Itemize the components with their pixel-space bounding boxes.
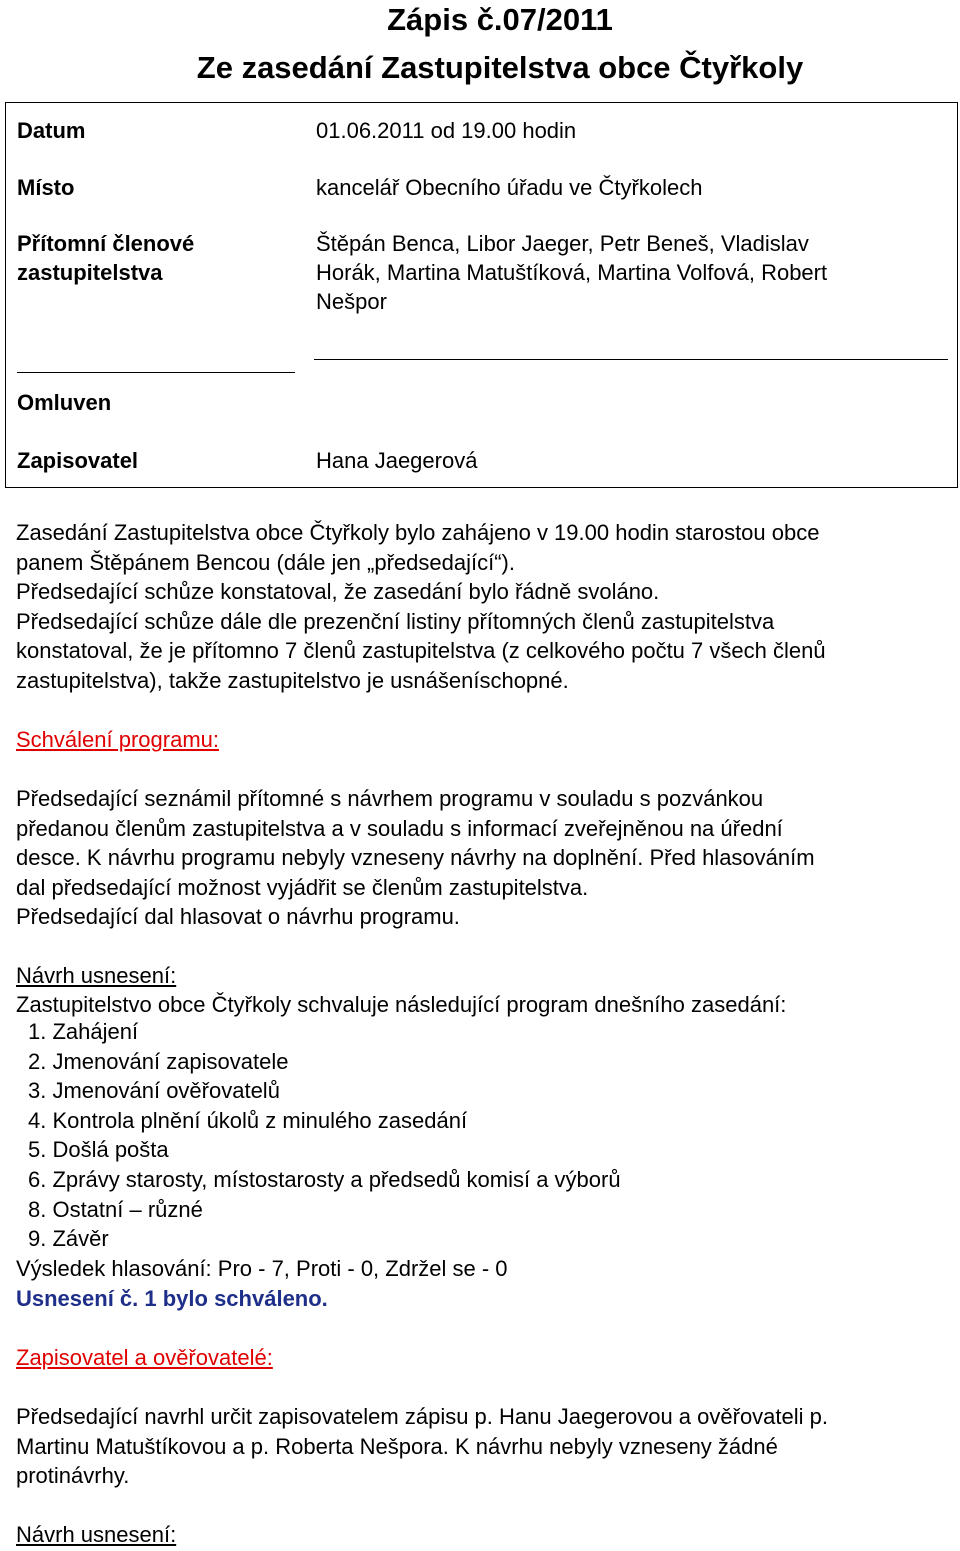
place-value: kancelář Obecního úřadu ve Čtyřkolech (316, 175, 703, 200)
program-item: 4. Kontrola plnění úkolů z minulého zasedání (28, 1107, 468, 1133)
intro-line: Předsedající schůze konstatoval, že zasedání bylo řádně svoláno. (16, 579, 660, 604)
recorder-value: Hana Jaegerová (316, 448, 478, 473)
recorder-text-line: Předsedající navrhl určit zapisovatelem zápisu p. Hanu Jaegerovou a ověřovateli p. (16, 1404, 829, 1429)
document-title: Zápis č.07/2011 (387, 2, 613, 37)
recorder-text-line: Martinu Matuštíkovou a p. Roberta Nešpora. K návrhu nebyly vzneseny žádné (16, 1434, 778, 1459)
program-item: 5. Došlá pošta (28, 1137, 169, 1163)
program-text-line: dal předsedající možnost vyjádřit se členům zastupitelstva. (16, 875, 589, 900)
present-label-line-1: Přítomní členové (17, 231, 195, 256)
present-members-line-1: Štěpán Benca, Libor Jaeger, Petr Beneš, Vladislav (316, 231, 809, 256)
recorder-verifiers-heading: Zapisovatel a ověřovatelé: (16, 1345, 273, 1370)
excused-label: Omluven (17, 390, 112, 415)
program-text-line: Předsedající dal hlasovat o návrhu programu. (16, 904, 460, 929)
program-item: 2. Jmenování zapisovatele (28, 1048, 289, 1074)
program-approval-heading: Schválení programu: (16, 727, 219, 752)
intro-line: konstatoval, že je přítomno 7 členů zastupitelstva (z celkového počtu 7 všech členů (16, 638, 826, 663)
intro-line: zastupitelstva), takže zastupitelstvo je usnášeníschopné. (16, 668, 569, 693)
intro-line: panem Štěpánem Bencou (dále jen „předsedající“). (16, 550, 515, 575)
recorder-label: Zapisovatel (17, 448, 139, 473)
program-text-line: Předsedající seznámil přítomné s návrhem programu v souladu s pozvánkou (16, 786, 764, 811)
program-item: 9. Závěr (28, 1226, 109, 1252)
intro-line: Předsedající schůze dále dle prezenční listiny přítomných členů zastupitelstva (16, 609, 775, 634)
document-subtitle: Ze zasedání Zastupitelstva obce Čtyřkoly (196, 50, 804, 85)
vote-result: Výsledek hlasování: Pro - 7, Proti - 0, Zdržel se - 0 (16, 1256, 508, 1281)
date-label: Datum (17, 118, 86, 143)
program-item: 8. Ostatní – různé (28, 1196, 203, 1222)
program-text-line: předanou členům zastupitelstva a v souladu s informací zveřejněnou na úřední (16, 816, 783, 841)
present-label-line-2: zastupitelstva (17, 260, 163, 285)
program-item: 3. Jmenování ověřovatelů (28, 1078, 280, 1104)
intro-line: Zasedání Zastupitelstva obce Čtyřkoly bylo zahájeno v 19.00 hodin starostou obce (16, 520, 820, 545)
excused-separator-line (17, 372, 295, 373)
resolution-1-result: Usnesení č. 1 bylo schváleno. (16, 1286, 328, 1311)
program-item: 6. Zprávy starosty, místostarosty a předsedů komisí a výborů (28, 1166, 621, 1192)
program-text-line: desce. K návrhu programu nebyly vzneseny návrhy na doplnění. Před hlasováním (16, 845, 815, 870)
place-label: Místo (17, 175, 75, 200)
program-proposal-label: Návrh usnesení: (16, 963, 177, 988)
program-item: 1. Zahájení (28, 1019, 139, 1044)
recorder-text-line: protinávrhy. (16, 1463, 130, 1488)
program-proposal-text: Zastupitelstvo obce Čtyřkoly schvaluje následující program dnešního zasedání: (16, 992, 787, 1017)
present-members-line-3: Nešpor (316, 289, 387, 314)
recorder-proposal-label: Návrh usnesení: (16, 1522, 177, 1547)
present-members-line-2: Horák, Martina Matuštíková, Martina Volfová, Robert (316, 260, 828, 285)
program-list (16, 1017, 621, 1254)
excused-value-line (314, 359, 948, 360)
date-value: 01.06.2011 od 19.00 hodin (316, 118, 577, 143)
